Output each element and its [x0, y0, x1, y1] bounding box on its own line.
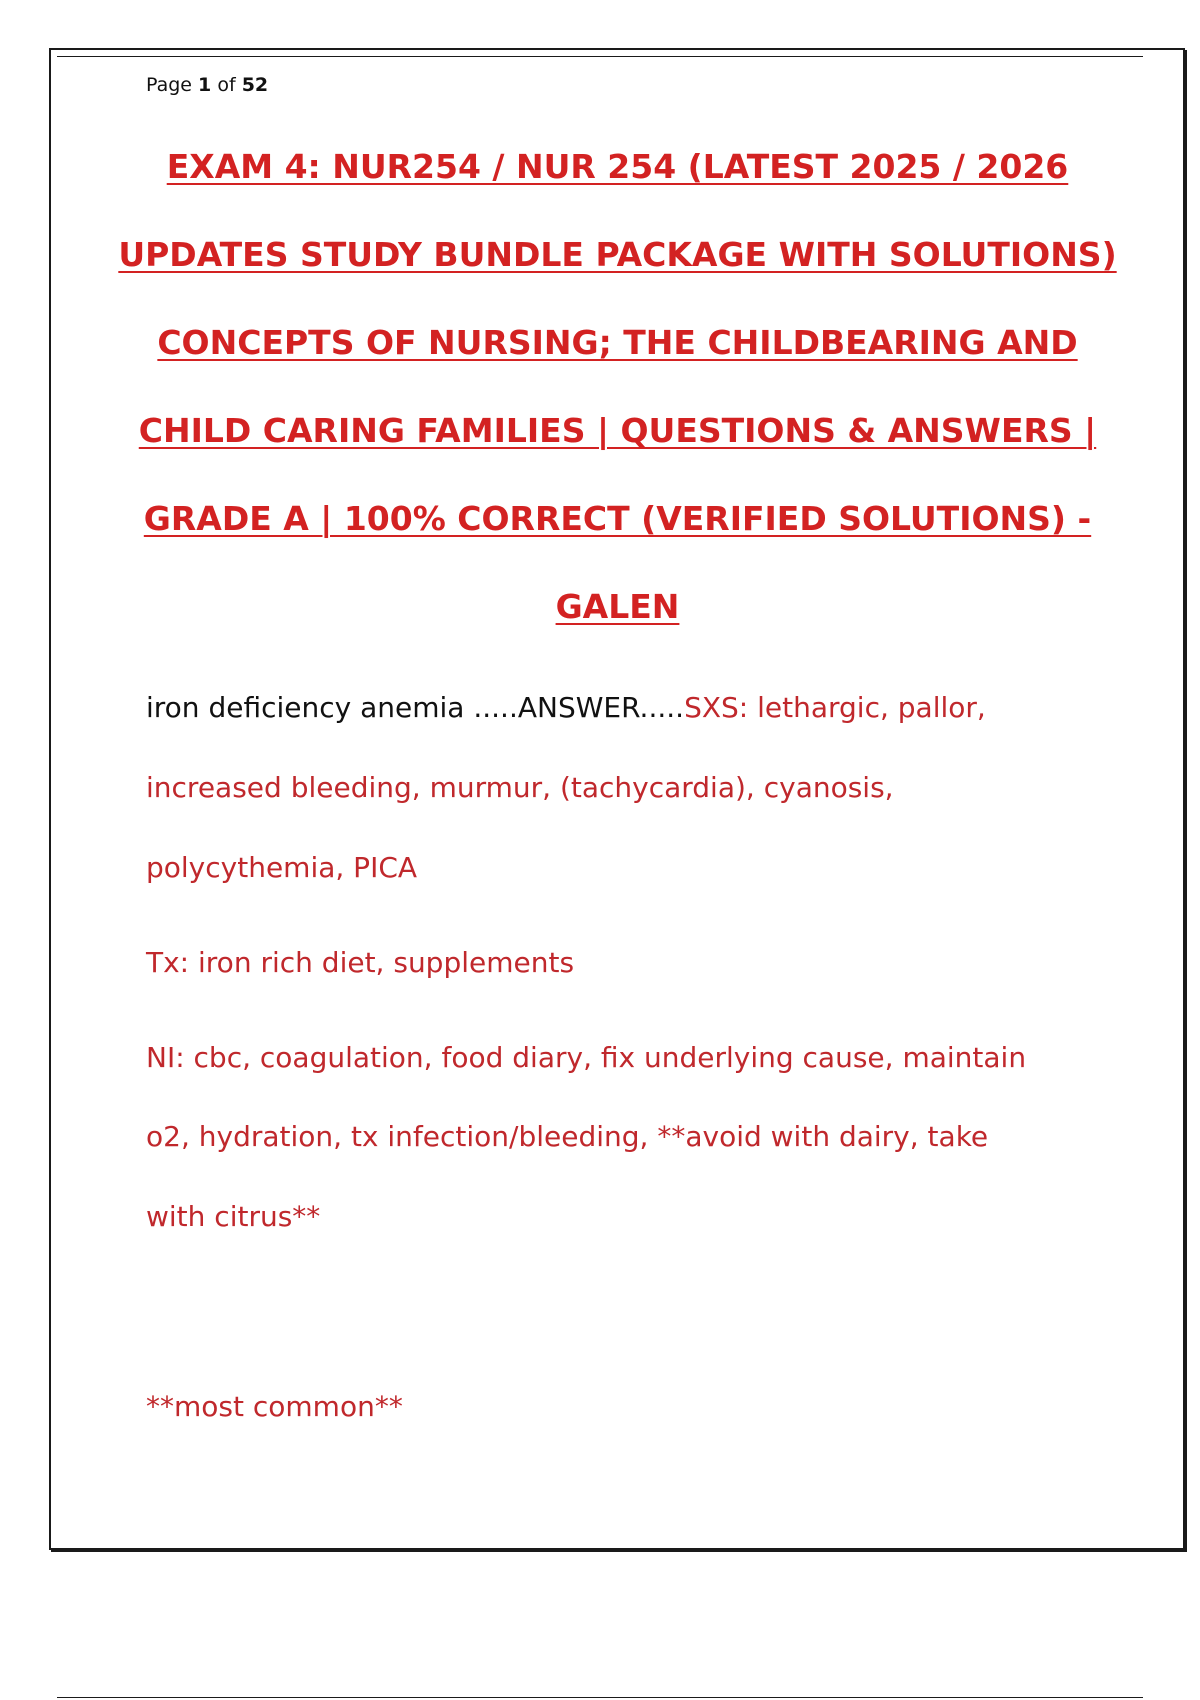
note-line: **most common**	[146, 1390, 403, 1423]
of-word: of	[217, 74, 236, 96]
nursing-line-2: o2, hydration, tx infection/bleeding, **avoid with dairy, take	[146, 1120, 989, 1153]
answer-start: SXS: lethargic, pallor,	[684, 691, 986, 724]
current-page: 1	[198, 74, 212, 96]
question-text: iron deficiency anemia .....ANSWER.....	[146, 691, 685, 724]
question-line	[146, 691, 986, 724]
total-pages: 52	[241, 74, 269, 96]
title-line-5: GRADE A | 100% CORRECT (VERIFIED SOLUTIONS) -	[143, 499, 1092, 538]
answer-line-2: increased bleeding, murmur, (tachycardia), cyanosis,	[146, 771, 894, 804]
title-line-1: EXAM 4: NUR254 / NUR 254 (LATEST 2025 / 2026	[166, 147, 1069, 186]
title-line-3: CONCEPTS OF NURSING; THE CHILDBEARING AND	[157, 323, 1078, 362]
title-line-4: CHILD CARING FAMILIES | QUESTIONS & ANSWERS |	[138, 411, 1097, 450]
page-indicator	[146, 74, 268, 96]
bottom-divider	[57, 1697, 1143, 1698]
treatment-line: Tx: iron rich diet, supplements	[146, 946, 575, 979]
nursing-line-1: NI: cbc, coagulation, food diary, fix underlying cause, maintain	[146, 1041, 1027, 1074]
title-line-2: UPDATES STUDY BUNDLE PACKAGE WITH SOLUTIONS)	[118, 235, 1117, 274]
page-word: Page	[146, 74, 192, 96]
answer-line-3: polycythemia, PICA	[146, 851, 418, 884]
title-line-6: GALEN	[555, 587, 680, 626]
nursing-line-3: with citrus**	[146, 1200, 321, 1233]
